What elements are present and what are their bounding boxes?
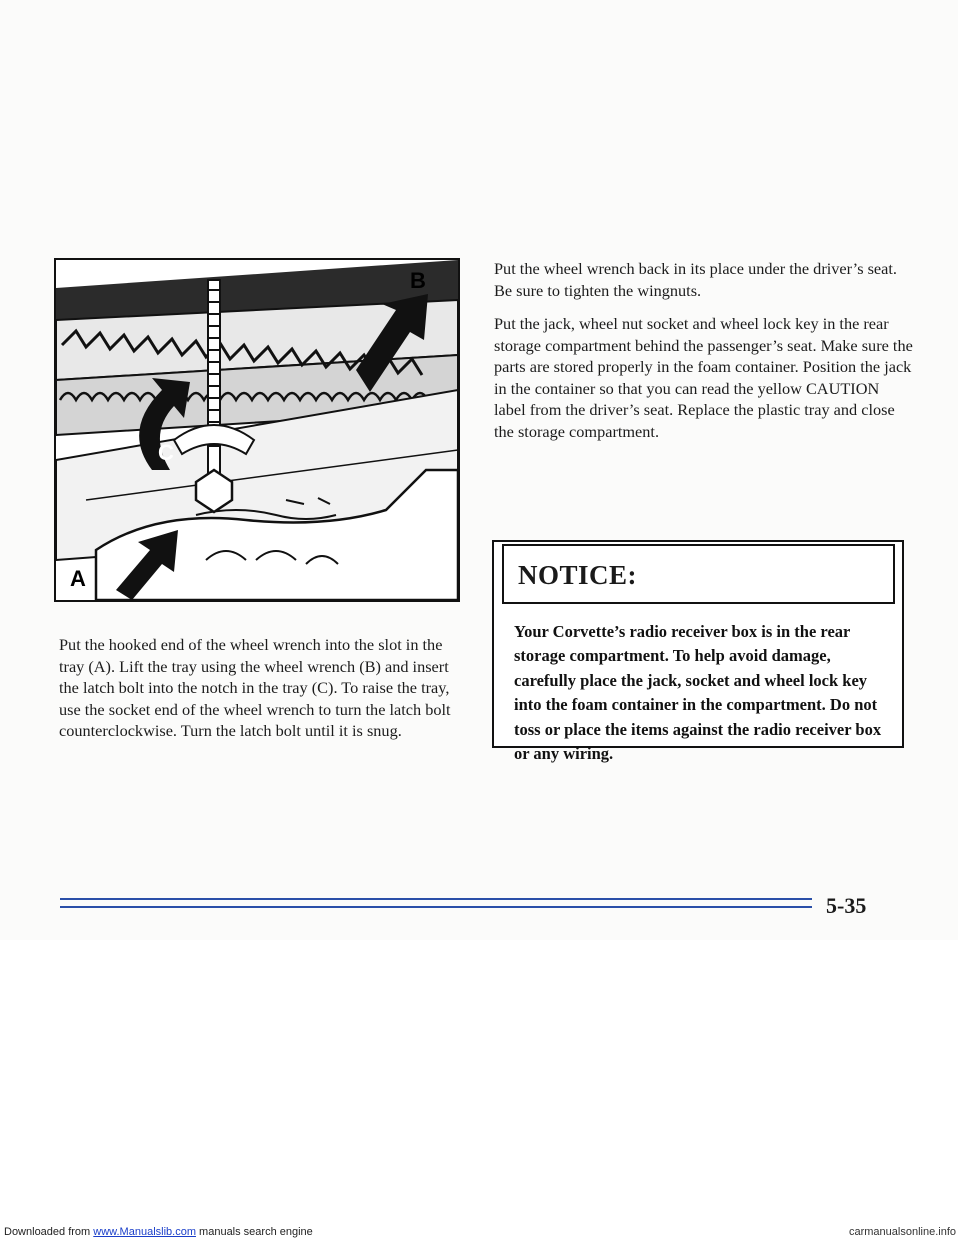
banner-suffix: manuals search engine	[199, 1226, 313, 1238]
jack-storage-text	[494, 313, 914, 442]
right-paragraph-1: Put the wheel wrench back in its place under the driver’s seat. Be sure to tighten the wingnuts.	[494, 259, 897, 300]
tray-drawing	[56, 260, 458, 600]
label-b: B	[410, 268, 426, 293]
page-number: 5-35	[826, 893, 867, 918]
tray-instructions	[59, 634, 459, 742]
tray-illustration	[54, 258, 460, 602]
footer-rule	[60, 898, 812, 902]
manualslib-link[interactable]: www.Manualslib.com	[93, 1226, 196, 1238]
banner-prefix: Downloaded from	[4, 1226, 91, 1238]
label-a: A	[70, 566, 86, 591]
download-banner	[0, 1222, 960, 1242]
watermark: carmanualsonline.info	[848, 1226, 956, 1238]
label-c: C	[158, 440, 174, 465]
wrench-storage-text	[494, 258, 914, 301]
notice-body: Your Corvette’s radio receiver box is in the rear storage compartment. To help avoid damage, carefully place the jack, socket and wheel lock key into the foam container in the compartment. Do not toss or place the items against the radio receiver box or any wiring.	[514, 622, 882, 764]
banner-left	[4, 1222, 313, 1242]
notice-box	[492, 540, 904, 764]
left-paragraph: Put the hooked end of the wheel wrench into the slot in the tray (A). Lift the tray using the wheel wrench (B) and insert the latch bolt into the notch in the tray (C). To raise the tray, use the socket end of the wheel wrench to turn the latch bolt counterclockwise. Turn the latch bolt until it is snug.	[59, 635, 451, 740]
latch-bolt	[208, 280, 220, 480]
right-paragraph-2: Put the jack, wheel nut socket and wheel lock key in the rear storage compartment behind the passenger’s seat. Make sure the parts are stored properly in the foam container. Position the jack in the container so that you can read the yellow CAUTION label from the driver’s seat. Replace the plastic tray and close the storage compartment.	[494, 314, 913, 441]
notice-title: NOTICE:	[502, 544, 895, 604]
